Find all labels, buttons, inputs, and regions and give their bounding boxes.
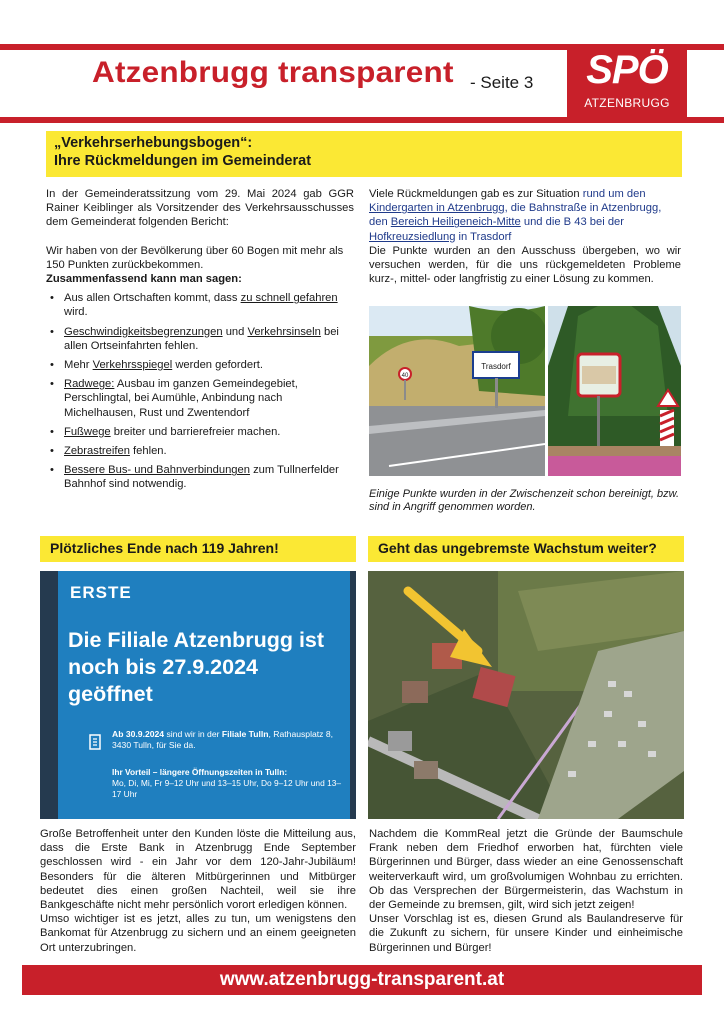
section-heading-bank-closure: Plötzliches Ende nach 119 Jahren! bbox=[40, 536, 356, 562]
erste-logo: ERSTE bbox=[70, 583, 132, 602]
intro-paragraph: In der Gemeinderatssitzung vom 29. Mai 2024 gab GGR Rainer Keiblinger als Vorsitzender des Verkehrsausschusses dem Gemeinderat folgenden Bericht: bbox=[46, 188, 354, 229]
photo-erste-poster bbox=[40, 571, 356, 819]
section-heading-growth: Geht das ungebremste Wachstum weiter? bbox=[368, 536, 684, 562]
list-item: • Geschwindigkeitsbegrenzungen und Verkehrsinseln bei allen Ortseinfahrten fehlen. bbox=[46, 325, 354, 353]
feedback-list bbox=[46, 291, 354, 491]
heading-line-1: „Verkehrserhebungsbogen“: bbox=[54, 135, 253, 151]
spo-logo bbox=[567, 44, 687, 117]
traffic-survey-right-column bbox=[369, 187, 681, 286]
hotspots-paragraph: Viele Rückmeldungen gab es zur Situation rund um den Kindergarten in Atzenbrugg, die Bahnstraße in Atzenbrugg, den Bereich Heiligeneich-Mitte und die B 43 bei der Hofkreuzsiedlung in Trasdorf bbox=[369, 188, 662, 243]
website-link[interactable]: www.atzenbrugg-transparent.at bbox=[22, 965, 702, 995]
photo-traffic-mirror bbox=[548, 306, 681, 476]
list-item: • Zebrastreifen fehlen. bbox=[46, 444, 354, 458]
list-item: • Radwege: Ausbau im ganzen Gemeindegebiet, Perschlingtal, bei Aumühle, Anbindung nach Michelhausen, Rust und Zwentendorf bbox=[46, 377, 354, 420]
feedback-count-paragraph: Wir haben von der Bevölkerung über 60 Bogen mit mehr als 150 Punkten zurückbekommen. bbox=[46, 244, 344, 271]
poster-new-branch-info: Ab 30.9.2024 sind wir in der Filiale Tulln, Rathausplatz 8, 3430 Tulln, für Sie da. bbox=[112, 729, 334, 750]
town-sign-text: Trasdorf bbox=[481, 362, 511, 371]
bank-closure-paragraph-1: Große Betroffenheit unter den Kunden löste die Mitteilung aus, dass die Erste Bank in Atzenbrugg Ende September geschlossen wird - ein Jahr vor dem 120-Jahr-Jubiläum! Besonders für die älteren Mitbürgerinnen und Mitbürger bedeutet dies einen großen Nachteil, weil sie ihre Bankgeschäfte nicht mehr persönlich vorort erledigen können. bbox=[40, 828, 356, 912]
poster-panel bbox=[58, 571, 350, 819]
photo-trasdorf-road bbox=[369, 306, 545, 476]
traffic-survey-left-column bbox=[46, 187, 354, 492]
committee-paragraph: Die Punkte wurden an den Ausschuss übergeben, wo wir versuchen werden, für die uns rückgemeldeten Probleme kurz-, mittel- oder langfristig zu einer Lösung zu kommen. bbox=[369, 244, 681, 286]
heading-line-2: Ihre Rückmeldungen im Gemeinderat bbox=[54, 153, 312, 169]
photo-caption: Einige Punkte wurden in der Zwischenzeit schon bereinigt, bzw. sind in Angriff genommen worden. bbox=[369, 488, 680, 513]
list-item: • Fußwege breiter und barrierefreier machen. bbox=[46, 425, 354, 439]
growth-text bbox=[369, 827, 683, 955]
building-icon bbox=[88, 733, 104, 751]
list-item: • Bessere Bus- und Bahnverbindungen zum Tullnerfelder Bahnhof sind notwendig. bbox=[46, 463, 354, 491]
growth-paragraph-1: Nachdem die KommReal jetzt die Gründe der Baumschule Frank neben dem Friedhof erworben hat, fürchten viele Bürgerinnen und Bürger, dass wieder an eine Genossenschaft weiterverkauft wird, um großvolumigen Wohnbau zu errichten. Ob das Versprechen der Bürgermeisterin, das Wachstum in der Gemeinde zu bremsen, gilt, wird sich jetzt zeigen! bbox=[369, 828, 683, 912]
list-item: • Mehr Verkehrsspiegel werden gefordert. bbox=[46, 358, 354, 372]
header-bottom-rule bbox=[0, 117, 724, 123]
bank-closure-text bbox=[40, 827, 356, 955]
speed-limit-sign: 40 bbox=[401, 373, 409, 379]
logo-subtext: ATZENBRUGG bbox=[584, 96, 670, 110]
newsletter-title: Atzenbrugg transparent bbox=[92, 56, 454, 89]
list-item: • Aus allen Ortschaften kommt, dass zu schnell gefahren wird. bbox=[46, 291, 354, 319]
growth-paragraph-2: Unser Vorschlag ist es, diesen Grund als Baulandreserve für die Zukunft zu sichern, für unsere Kinder und einheimische Bürgerinnen und Bürger! bbox=[369, 913, 683, 954]
section-heading-traffic-survey bbox=[46, 131, 682, 177]
logo-text: SPÖ bbox=[586, 48, 668, 92]
page-number: - Seite 3 bbox=[470, 73, 534, 92]
poster-title: Die Filiale Atzenbrugg ist noch bis 27.9.2024 geöffnet bbox=[68, 628, 325, 706]
aerial-map-photo bbox=[368, 571, 684, 819]
poster-opening-hours: Ihr Vorteil – längere Öffnungszeiten in Tulln: Mo, Di, Mi, Fr 9–12 Uhr und 13–15 Uhr, Do 9–12 Uhr und 13–17 Uhr bbox=[112, 767, 342, 799]
summary-label: Zusammenfassend kann man sagen: bbox=[46, 273, 242, 286]
bank-closure-paragraph-2: Umso wichtiger ist es jetzt, alles zu tun, um wenigstens den Bankomat für Atzenbrugg zu sichern und an einem geeigneten Ort unterzubringen. bbox=[40, 913, 356, 954]
